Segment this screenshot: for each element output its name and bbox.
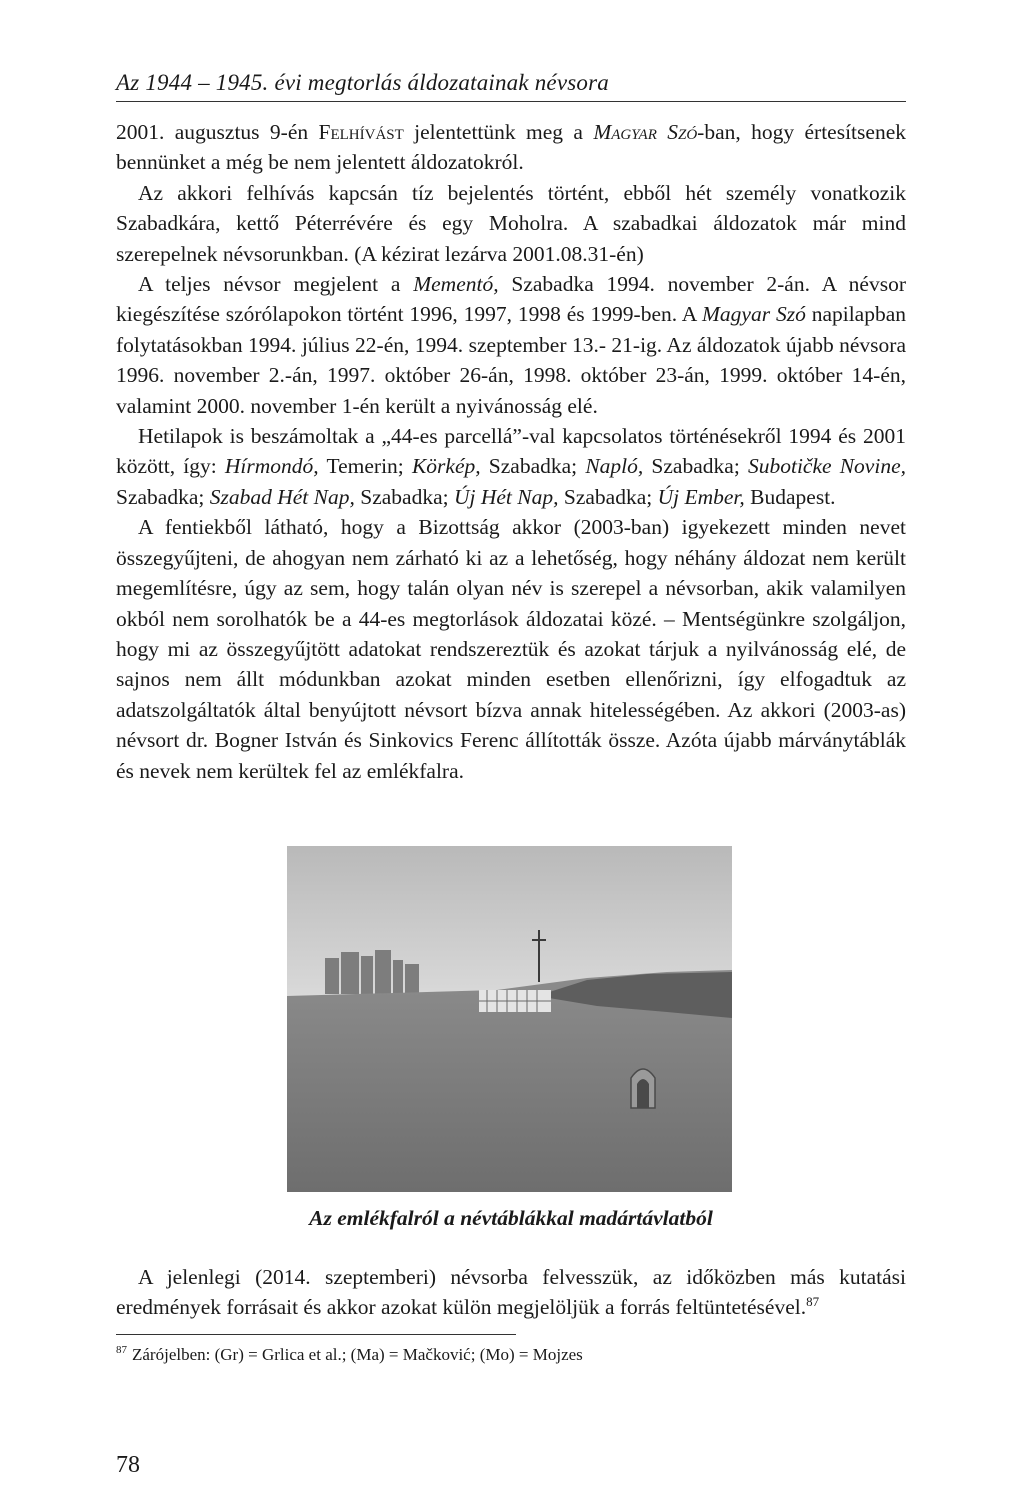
p4-seg-7: Subotičke Novine, (747, 454, 906, 479)
brick-arch-opening (637, 1079, 649, 1108)
p5-seg-0: A fentiekből látható, hogy a Bizottság akkor (2003-ban) igyekezett minden nevet összegyűjteni, de ahogyan nem zárható ki az a lehetőség, hogy néhány áldozat nem került megemlítésre, úgy az sem, hogy talán olyan név is szerepel a névsorban, akik valamilyen okból nem sorolhatók be a 44-es megtorlások áldozatai közé. – Mentségünkre szolgáljon, hogy mi az összegyűjtött adatokat rendszereztük és azokat tárjuk a nyilvánosság elé, de sajnos nem állt módunkban azokat minden esetben ellenőrizni, így elfogadtuk az adatszolgáltatók által benyújtott névsort bízva annak hitelességében. Az akkori (2003-as) névsort dr. Bogner István és Sinkovics Ferenc állították össze. Azóta újabb márványtáblák és nevek nem kerültek fel az emlékfalra. (116, 515, 906, 783)
footnote-ref: 87 (806, 1294, 820, 1310)
p4-seg-5: Napló, (585, 454, 644, 479)
p4-seg-1: Hírmondó, (224, 454, 319, 479)
paragraph-4 (116, 421, 906, 512)
p3-seg-3: Magyar Szó (702, 302, 806, 327)
p1-seg-1: Felhívást (318, 120, 404, 144)
p1-seg-3: Magyar Szó (593, 120, 698, 144)
p3-seg-4: napilapban folytatásokban 1994. július 22-én, 1994. szeptember 13.- 21-ig. Az áldozatok újabb névsora 1996. november 2.-án, 1997. október 26-án, 1998. október 23-án, 1999. október 14-én, valamint 2000. november 1-én került a nyivánosság elé. (116, 302, 907, 418)
p4-seg-12: Szabadka; (558, 484, 658, 509)
memorial-photo (287, 846, 732, 1192)
p4-seg-8: Szabadka; (116, 484, 210, 509)
footnote-rule (116, 1334, 516, 1335)
p4-seg-0: Hetilapok is beszámoltak a „44-es parcellá”-val kapcsolatos történésekről 1994 és 2001 között, így: (116, 424, 906, 479)
p4-seg-3: Körkép, (411, 454, 481, 479)
p4-seg-9: Szabad Hét Nap, (209, 484, 355, 509)
p4-seg-2: Temerin; (318, 454, 412, 479)
closing-text (116, 1262, 906, 1323)
photo-caption: Az emlékfalról a névtáblákkal madártávlatból (309, 1206, 713, 1230)
memorial-wall (479, 990, 551, 1012)
header-rule (116, 101, 906, 102)
body-text (116, 117, 906, 786)
p3-seg-0: A teljes névsor megjelent a (138, 272, 414, 297)
p3-seg-2: Szabadka 1994. november 2-án. A névsor kiegészítése szórólapokon történt 1996, 1997, 1998 és 1999-ben. A (116, 272, 906, 327)
closing-paragraph-text: A jelenlegi (2014. szeptemberi) névsorba felvesszük, az időközben más kutatási eredmények forrásait és akkor azokat külön megjelöljük a forrás feltüntetésével. (116, 1265, 906, 1320)
paragraph-1 (116, 117, 906, 178)
p4-seg-11: Új Hét Nap, (453, 484, 559, 509)
p1-seg-0: 2001. augusztus 9-én (116, 120, 319, 144)
p4-seg-14: Budapest. (744, 484, 836, 509)
paragraph-2 (116, 178, 906, 269)
p4-seg-13: Új Ember, (657, 484, 745, 509)
p1-seg-4: -ban, hogy értesítsenek bennünket a még be nem jelentett áldozatokról. (116, 120, 906, 175)
p2-seg-0: Az akkori felhívás kapcsán tíz bejelentés történt, ebből hét személy vonatkozik Szabadkára, kettő Péterrévére és egy Moholra. A szabadkai áldozatok már mind szerepelnek névsorunkban. (A kézirat lezárva 2001.08.31-én) (116, 180, 906, 266)
p3-seg-1: Mementó, (413, 272, 499, 297)
p1-seg-2: jelentettünk meg a (403, 120, 594, 144)
running-head: Az 1944 – 1945. évi megtorlás áldozatainak névsora (116, 70, 609, 95)
page-number: 78 (116, 1452, 140, 1478)
footnote (116, 1344, 906, 1366)
p4-seg-10: Szabadka; (354, 484, 454, 509)
closing-paragraph (116, 1262, 906, 1323)
footnote-number: 87 (116, 1344, 127, 1357)
paragraph-5 (116, 512, 906, 786)
memorial-photo-drawing (287, 846, 732, 1192)
paragraph-3 (116, 269, 906, 421)
p4-seg-6: Szabadka; (643, 454, 748, 479)
p4-seg-4: Szabadka; (480, 454, 586, 479)
footnote-text: Zárójelben: (Gr) = Grlica et al.; (Ma) = Mačković; (Mo) = Mojzes (132, 1345, 583, 1364)
